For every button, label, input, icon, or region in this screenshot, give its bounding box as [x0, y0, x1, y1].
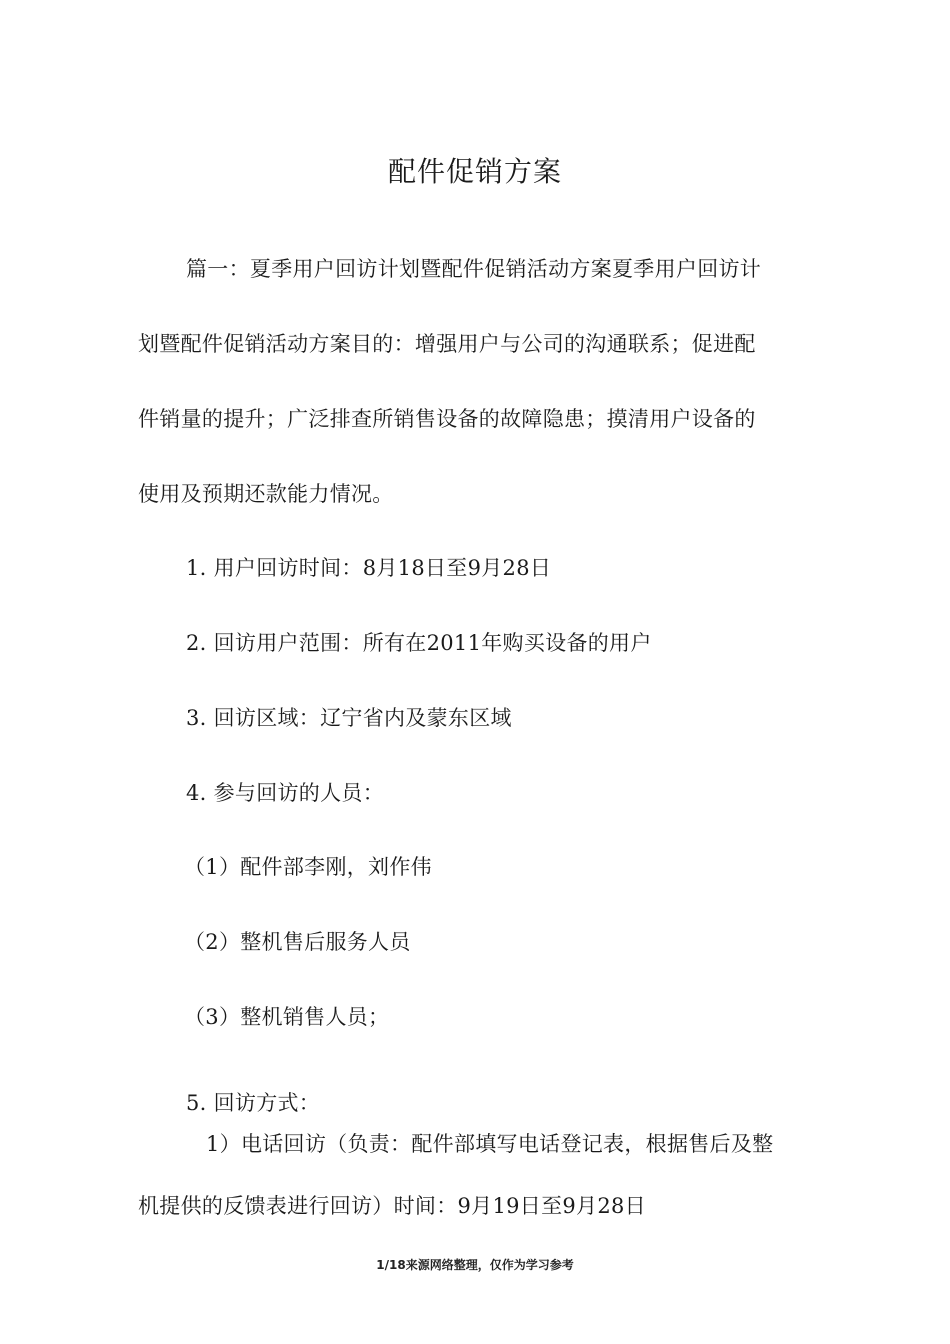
list-item-time: 1. 用户回访时间：8月18日至9月28日	[186, 556, 552, 580]
method-line-2: 机提供的反馈表进行回访）时间：9月19日至9月28日	[138, 1194, 646, 1218]
intro-line-3: 件销量的提升；广泛排查所销售设备的故障隐患；摸清用户设备的	[138, 407, 756, 431]
list-item-method: 5. 回访方式：	[186, 1091, 321, 1115]
list-item-staff: 4. 参与回访的人员：	[186, 781, 385, 805]
method-line-1: 1）电话回访（负责：配件部填写电话登记表，根据售后及整	[206, 1132, 774, 1156]
list-item-region: 3. 回访区域：辽宁省内及蒙东区域	[186, 706, 512, 730]
intro-line-1: 篇一：夏季用户回访计划暨配件促销活动方案夏季用户回访计	[186, 257, 762, 281]
sub-item-1: （1）配件部李刚，刘作伟	[184, 855, 432, 879]
page-footer: 1/18来源网络整理，仅作为学习参考	[376, 1258, 574, 1272]
sub-item-2: （2）整机售后服务人员	[184, 930, 411, 954]
list-item-scope: 2. 回访用户范围：所有在2011年购买设备的用户	[186, 631, 652, 655]
document-title: 配件促销方案	[387, 155, 562, 188]
intro-line-2: 划暨配件促销活动方案目的：增强用户与公司的沟通联系；促进配	[138, 332, 756, 356]
sub-item-3: （3）整机销售人员；	[184, 1005, 390, 1029]
intro-line-4: 使用及预期还款能力情况。	[138, 482, 394, 506]
